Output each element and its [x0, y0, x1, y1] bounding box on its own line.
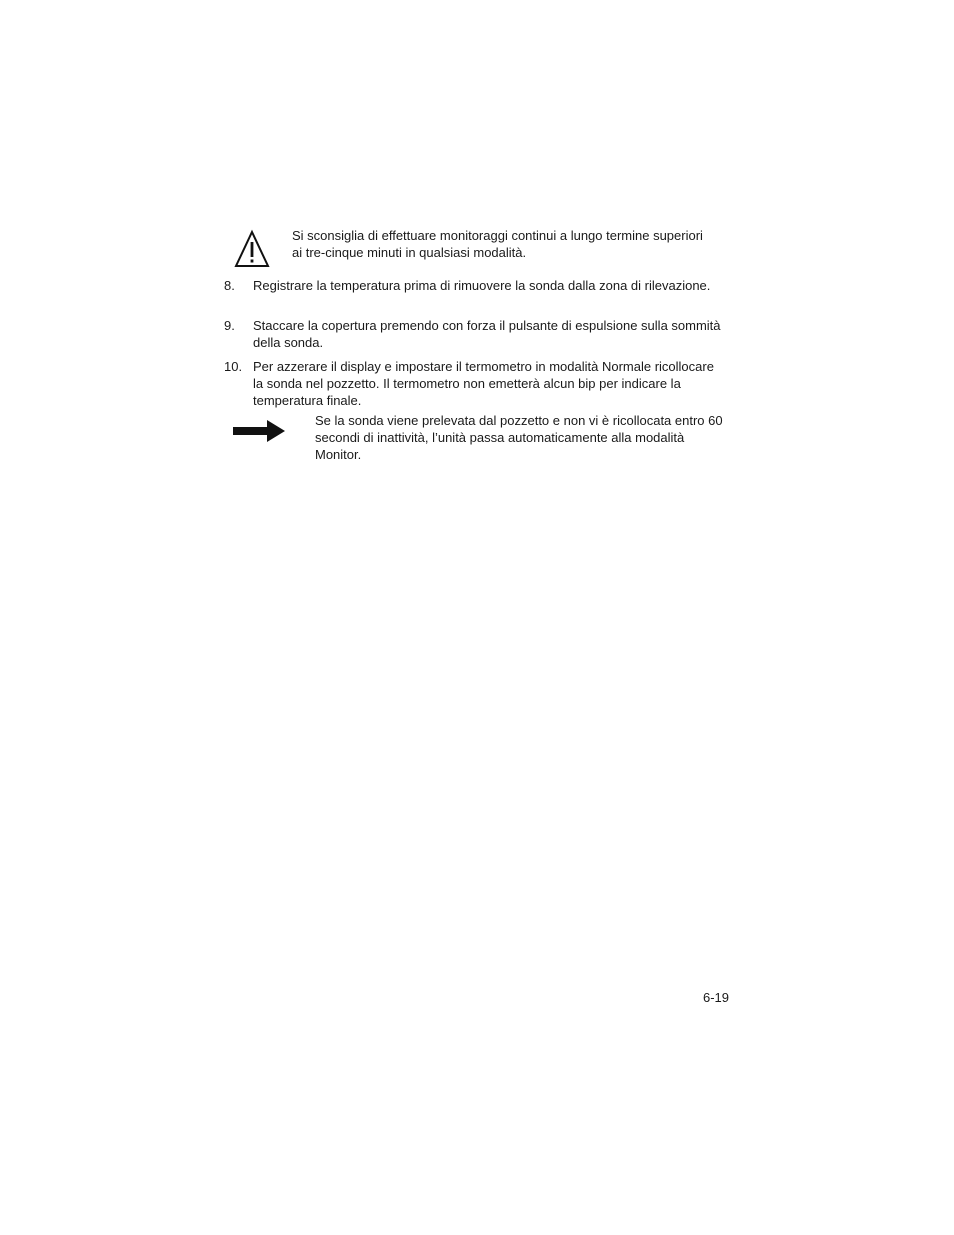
page-number: 6-19	[703, 990, 730, 1005]
step-text: Staccare la copertura premendo con forza il pulsante di espulsione sulla sommità della sonda.	[253, 318, 721, 350]
step-text: Registrare la temperatura prima di rimuovere la sonda dalla zona di rilevazione.	[253, 278, 711, 293]
step-text: Per azzerare il display e impostare il termometro in modalità Normale ricollocare la sonda nel pozzetto. Il termometro non emetterà alcun bip per indicare la temperatura finale.	[253, 359, 714, 408]
step-number: 8.	[224, 278, 235, 293]
arrow-right-icon	[231, 418, 287, 444]
warning-text: Si sconsiglia di effettuare monitoraggi continui a lungo termine superiori ai tre-cinque minuti in qualsiasi modalità.	[292, 228, 703, 260]
step-number: 10.	[224, 359, 243, 374]
step-number: 9.	[224, 318, 235, 333]
warning-triangle-icon	[234, 229, 270, 269]
note-text: Se la sonda viene prelevata dal pozzetto e non vi è ricollocata entro 60 secondi di inattività, l’unità passa automaticamente alla modalità Monitor.	[315, 413, 723, 462]
